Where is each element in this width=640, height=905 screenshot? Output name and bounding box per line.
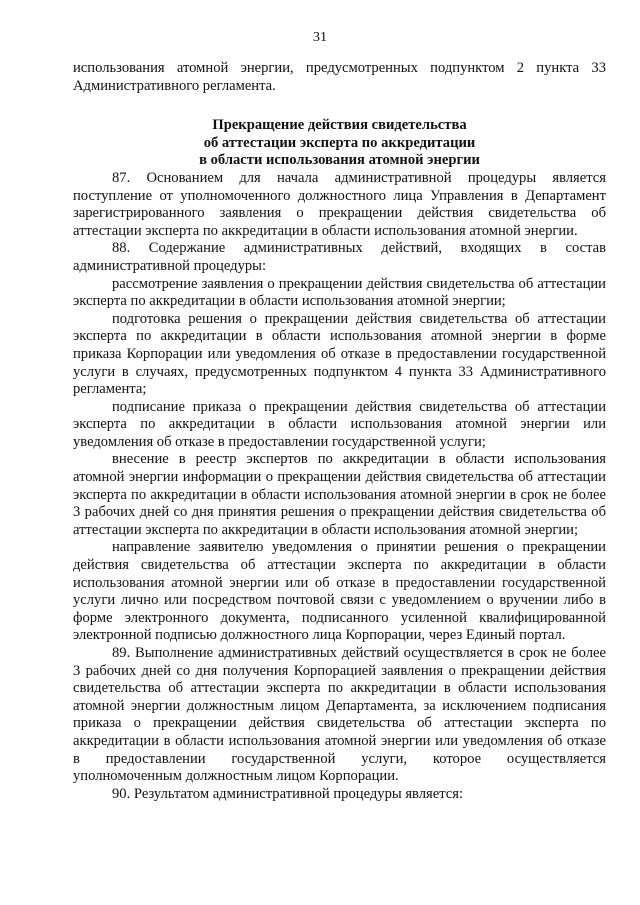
section-heading-line-2: об аттестации эксперта по аккредитации: [203, 134, 476, 151]
continuation-paragraph: использования атомной энергии, предусмотренных подпунктом 2 пункта 33 Административного регламента.: [73, 60, 606, 94]
paragraph-90: 90. Результатом административной процедуры является:: [112, 785, 464, 802]
paragraph-87: 87. Основанием для начала административной процедуры является поступление от уполномоченного должностного лица Управления в Департамент зарегистрированного заявления о прекращении действия свидетельства об аттестации эксперта по аккредитации в области использования атомной энергии.: [73, 169, 606, 239]
list-item-review: рассмотрение заявления о прекращении действия свидетельства об аттестации эксперта по аккредитации в области использования атомной энергии;: [73, 275, 606, 310]
list-item-registry: внесение в реестр экспертов по аккредитации в области использования атомной энергии информации о прекращении действия свидетельства об аттестации эксперта по аккредитации в области использования атомной энергии в срок не более 3 рабочих дней со дня принятия решения о прекращении действия свидетельства об аттестации эксперта по аккредитации в области использования атомной энергии;: [73, 451, 606, 538]
document-body: [73, 60, 606, 803]
page-number: 31: [313, 30, 327, 45]
section-heading: [73, 117, 606, 170]
section-heading-line-1: Прекращение действия свидетельства: [212, 117, 467, 134]
paragraph-88: 88. Содержание административных действий, входящих в состав административной процедуры:: [73, 240, 606, 274]
section-heading-line-3: в области использования атомной энергии: [199, 152, 480, 169]
paragraph-89: 89. Выполнение административных действий осуществляется в срок не более 3 рабочих дней со дня получения Корпорацией заявления о прекращении действия свидетельства об аттестации эксперта по аккредитации в области использования атомной энергии должностным лицом Департамента, за исключением подписания приказа о прекращении действия свидетельства об аттестации эксперта по аккредитации в области использования атомной энергии или уведомления об отказе в предоставлении государственной услуги, которое осуществляется уполномоченным должностным лицом Корпорации.: [73, 645, 606, 785]
list-item-preparation: подготовка решения о прекращении действия свидетельства об аттестации эксперта по аккредитации в области использования атомной энергии в форме приказа Корпорации или уведомления об отказе в предоставлении государственной услуги в случаях, предусмотренных подпунктом 4 пункта 33 Административного регламента;: [73, 310, 606, 398]
list-item-signing: подписание приказа о прекращении действия свидетельства об аттестации эксперта по аккредитации в области использования атомной энергии или уведомления об отказе в предоставлении государственной услуги;: [73, 398, 606, 450]
list-item-notification: направление заявителю уведомления о принятии решения о прекращении действия свидетельства об аттестации эксперта по аккредитации в области использования атомной энергии или об отказе в предоставлении государственной услуги лично или посредством почтовой связи с уведомлением о вручении либо в форме электронного документа, подписанного усиленной квалифицированной электронной подписью должностного лица Корпорации, через Единый портал.: [73, 539, 606, 644]
